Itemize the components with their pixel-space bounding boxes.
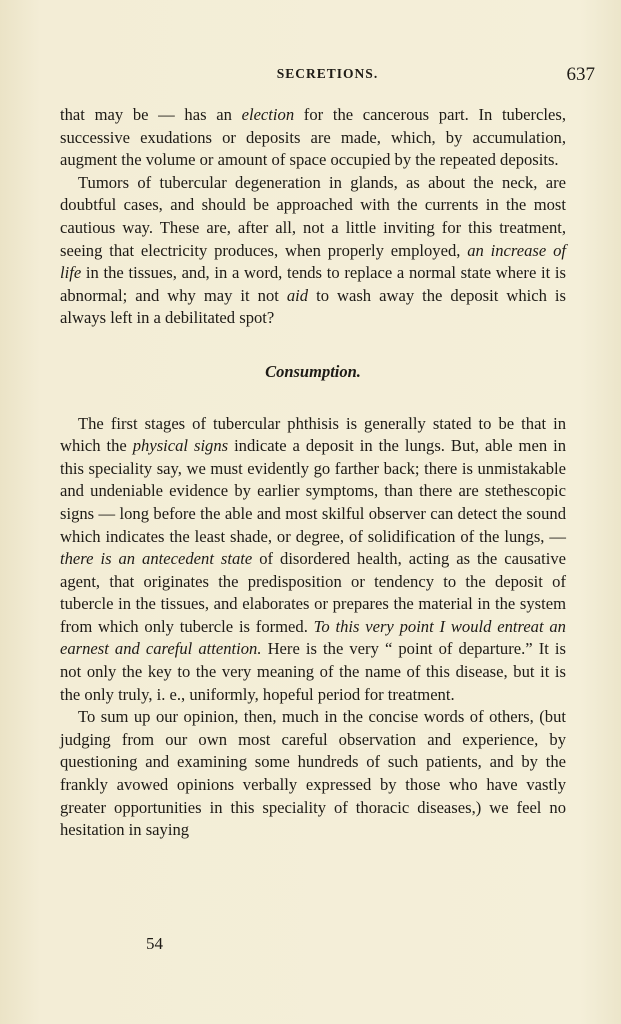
paragraph-1 bbox=[60, 104, 566, 172]
paragraph-2 bbox=[60, 172, 566, 330]
paragraph-2-text-e: to wash away the deposit which is always left in a debilitated spot? bbox=[60, 285, 566, 328]
page-header bbox=[60, 64, 595, 88]
paragraph-3-text-g: Here is the very “ point of departure.” It is not only the key to the very meaning of the name of this disease, but it is the only truly, i. e., uniformly, hopeful period for treatment. bbox=[60, 639, 566, 704]
paragraph-3-text-c: indicate a deposit in the lungs. But, able men in this speciality say, we must evidently go farther back; there is unmistakable and undeniable evidence by earlier symptoms, than there are stethescopic signs — long before the able and most skilful observer can detect the sound which indicates the least shade, or degree, of solidification of the lungs, — bbox=[60, 436, 566, 546]
paragraph-2-text-c: in the tissues, and, in a word, tends to replace a normal state where it is abnormal; and why may it not bbox=[60, 263, 566, 305]
paragraph-3-italic-antecedent-state: there is an antecedent state bbox=[60, 549, 253, 569]
paragraph-2-italic-increase-of-life: an increase of life bbox=[60, 240, 566, 283]
signature-mark: 54 bbox=[146, 934, 163, 953]
paragraph-2-italic-aid: aid bbox=[286, 285, 309, 305]
paragraph-4 bbox=[60, 706, 566, 842]
running-head: SECRETIONS. bbox=[276, 66, 379, 81]
paragraph-1-italic-election: election bbox=[241, 105, 295, 124]
paragraph-3-text-e: of disordered health, acting as the causative agent, that originates the predisposition or tendency to the deposit of tubercle in the tissues, and elaborates or prepares the material in the system from which only tubercle is formed. bbox=[60, 549, 566, 636]
section-heading-consumption: Consumption. bbox=[265, 361, 361, 381]
paragraph-4-text-a: To sum up our opinion, then, much in the concise words of others, (but judging from our own most careful observation and experience, by questioning and examining some hundreds of such patients, and by the frankly avowed opinions verbally expressed by those who have vastly greater opportunities in this speciality of thoracic diseases,) we feel no hesitation in saying bbox=[60, 707, 566, 840]
paragraph-3-italic-physical-signs: physical signs bbox=[132, 436, 229, 456]
body-text bbox=[60, 104, 566, 842]
paragraph-3 bbox=[60, 413, 566, 707]
paragraph-1-text-c: for the cancerous part. In tubercles, successive exudations or deposits are made, which, by accumulation, augment the volume or amount of space occupied by the repeated deposits. bbox=[60, 105, 566, 170]
paragraph-3-italic-entreat: To this very point I would entreat an earnest and careful attention. bbox=[60, 616, 566, 659]
page-number: 637 bbox=[566, 64, 595, 85]
paragraph-1-text-a: that may be — has an bbox=[60, 105, 242, 124]
paragraph-2-text-a: Tumors of tubercular degeneration in glands, as about the neck, are doubtful cases, and should be approached with the currents in the most cautious way. These are, after all, not a little inviting for this treatment, seeing that electricity produces, when properly employed, bbox=[60, 172, 566, 260]
paragraph-3-text-a: The first stages of tubercular phthisis is generally stated to be that in which the bbox=[60, 413, 566, 456]
